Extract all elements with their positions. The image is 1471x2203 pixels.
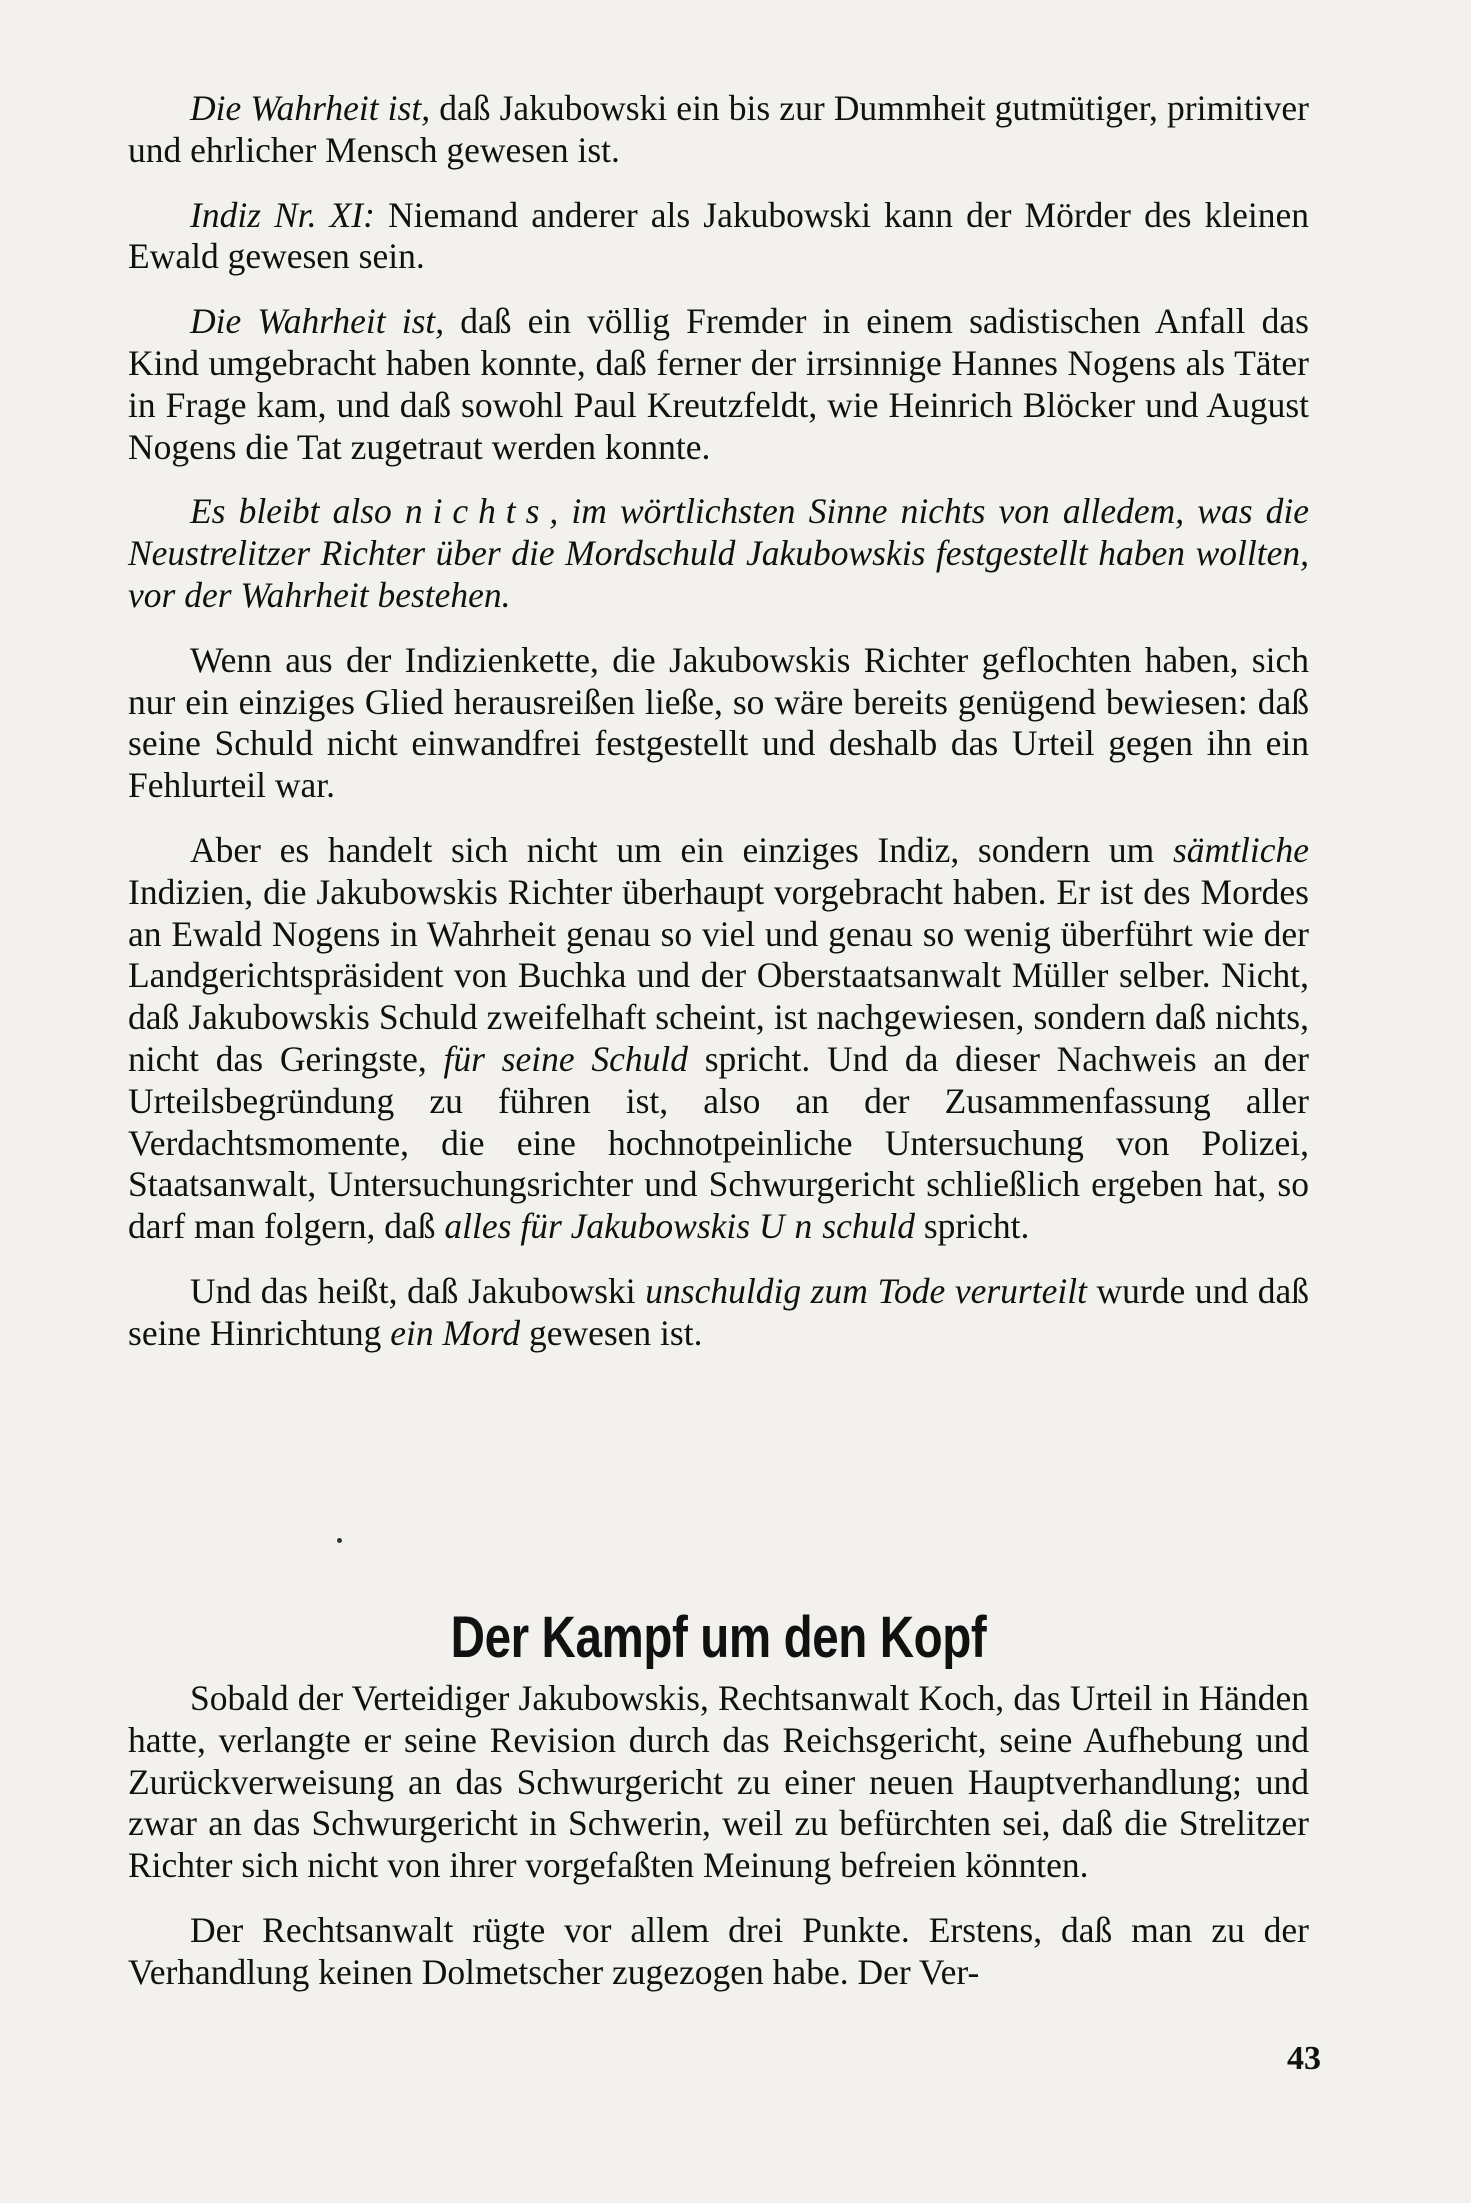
italic-lead: Die Wahrheit ist,	[190, 301, 445, 342]
paragraph	[128, 195, 1309, 279]
paragraph-text: Wenn aus der Indizienkette, die Jakubowskis Richter geflochten haben, sich nur ein einziges Glied herausreißen ließe, so wäre bereits genügend bewiesen: daß seine Schuld nicht einwandfrei festgestellt und deshalb das Urteil gegen ihn ein Fehlurteil war.	[128, 639, 1309, 806]
italic-text: unschuldig zum Tode verurteilt	[645, 1270, 1087, 1311]
paragraph-text: wurde und daß seine Hinrichtung	[128, 1270, 1309, 1353]
paragraph-text: spricht.	[914, 1206, 1030, 1247]
print-speck	[337, 1538, 342, 1543]
italic-text: für Jakubowskis	[520, 1206, 759, 1247]
paragraph-text: Es bleibt also	[190, 491, 405, 532]
paragraph-text: , im wörtlichsten Sinne nichts von alledem, was die Neustrelitzer Richter über die Mordschuld Jakubowskis festgestellt haben wollten, vor der Wahrheit bestehen.	[128, 491, 1309, 615]
paragraph	[128, 88, 1309, 172]
paragraph	[128, 640, 1309, 807]
italic-text: sämtliche	[1172, 829, 1309, 870]
paragraph: Der Rechtsanwalt rügte vor allem drei Punkte. Erstens, daß man zu der Verhandlung keinen Dolmetscher zugezogen habe. Der Ver-	[128, 1909, 1309, 1992]
paragraph-text: Aber es handelt sich nicht um ein einziges Indiz, sondern um	[190, 829, 1173, 870]
italic-lead: Indiz Nr. XI:	[190, 194, 375, 235]
paragraph	[128, 830, 1309, 1248]
paragraph-text: gewesen ist.	[520, 1312, 703, 1353]
paragraph-text: daß ein völlig Fremder in einem sadistischen Anfall das Kind umgebracht haben konnte, daß ferner der irrsinnige Hannes Nogens als Täter in Frage kam, und daß sowohl Paul Kreutzfeldt, wie Heinrich Blöcker und August Nogens die Tat zugetraut werden konnte.	[128, 301, 1309, 467]
paragraph-text: Niemand anderer als Jakubowski kann der Mörder des kleinen Ewald gewesen sein.	[128, 194, 1309, 277]
italic-text: schuld	[822, 1206, 915, 1247]
page-number: 43	[1287, 2040, 1321, 2077]
italic-text: alles	[444, 1206, 512, 1247]
italic-lead: Die Wahrheit ist,	[190, 88, 431, 128]
paragraph	[128, 1271, 1309, 1355]
spaced-emphasis: Un	[758, 1206, 823, 1247]
lower-section	[128, 1678, 1309, 2017]
italic-text: für seine Schuld	[443, 1038, 688, 1079]
paragraph-italic	[128, 491, 1309, 616]
section-heading: Der Kampf um den Kopf	[450, 1605, 987, 1670]
paragraph-text: daß Jakubowski ein bis zur Dummheit gutmütiger, primitiver und ehrlicher Mensch gewesen ist.	[128, 88, 1309, 170]
upper-section	[128, 88, 1309, 1355]
paragraph-text: Und das heißt, daß Jakubowski	[190, 1270, 646, 1311]
paragraph-text: Indizien, die Jakubowskis Richter überhaupt vorgebracht haben. Er ist des Mordes an Ewald Nogens in Wahrheit genau so viel und genau so wenig überführt wie der Landgerichtspräsident von Buchka und der Oberstaatsanwalt Müller selber. Nicht, daß Jakubowskis Schuld zweifelhaft scheint, ist nachgewiesen, sondern daß nichts, nicht das Geringste,	[128, 871, 1309, 1079]
paragraph-text: spricht. Und da dieser Nachweis an der Urteilsbegründung zu führen ist, also an der Zusammenfassung aller Verdachtsmomente, die eine hochnotpeinliche Untersuchung von Polizei, Staatsanwalt, Untersuchungsrichter und Schwurgericht schließlich ergeben hat, so darf man folgern, daß	[128, 1038, 1309, 1247]
italic-text: ein Mord	[390, 1312, 521, 1353]
paragraph: Sobald der Verteidiger Jakubowskis, Rechtsanwalt Koch, das Urteil in Händen hatte, verlangte er seine Revision durch das Reichsgericht, seine Aufhebung und Zurückverweisung an das Schwurgericht zu einer neuen Hauptverhandlung; und zwar an das Schwurgericht in Schwerin, weil zu befürchten sei, daß die Strelitzer Richter sich nicht von ihrer vorgefaßten Meinung befreien könnten.	[128, 1678, 1309, 1886]
paragraph	[128, 301, 1309, 468]
spaced-emphasis: nichts	[404, 491, 550, 532]
